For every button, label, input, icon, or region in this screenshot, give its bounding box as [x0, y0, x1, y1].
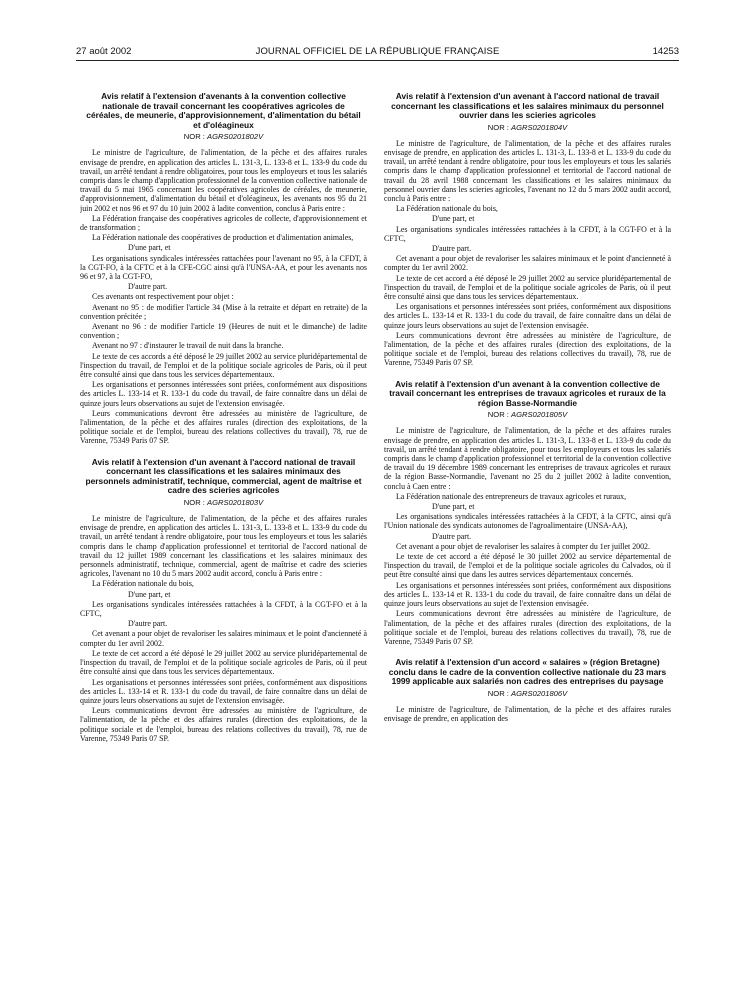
nor-label: NOR :	[183, 498, 205, 508]
notice-paragraph: Avenant no 96 : de modifier l'article 19 (Heures de nuit et le dimanche) de ladite convention ;	[80, 322, 367, 341]
notice-paragraph: Le ministre de l'agriculture, de l'alimentation, de la pêche et des affaires rurales envisage de prendre, en application des articles L. 131-3, L. 133-8 et L. 133-9 du code du travail, un arrêté tendant à rendre obligatoires, pour tous les employeurs et tous les salariés compris dans le champ d'application professionnel de la convention collective nationale de travail du 5 mai 1965 concernant les coopératives agricoles de céréales, de meunerie, d'approvisionnement, d'alimentation du bétail et d'oléagineux, les avenants nos 95 du 21 juin 2002 et nos 96 et 97 du 10 juin 2002 à ladite convention, conclus à Paris entre :	[80, 148, 367, 213]
notice-paragraph: Les organisations et personnes intéressées sont priées, conformément aux dispositions des articles L. 133-14 et R. 133-1 du code du travail, de faire connaître dans un délai de quinze jours leurs observations au sujet de l'extension envisagée.	[384, 302, 671, 330]
notice-paragraph: Avenant no 97 : d'instaurer le travail de nuit dans la branche.	[92, 341, 284, 351]
nor-code: AGRS0201802V	[207, 132, 264, 142]
notice-paragraph: Les organisations syndicales intéressées rattachées à la CFDT, à la CFTC, ainsi qu'à l'Union nationale des syndicats autonomes de l'agroalimentaire (UNSA-AA),	[384, 512, 671, 531]
notice-paragraph: D'autre part.	[128, 619, 168, 629]
notice-paragraph: D'autre part.	[432, 531, 472, 541]
notice-paragraph: Le texte de cet accord a été déposé le 30 juillet 2002 au service départemental de l'inspection du travail, de l'emploi et de la politique sociale agricoles du Calvados, où il peut être consulté ainsi que dans les autres services départementaux concernés.	[384, 552, 671, 580]
notice-paragraph: Les organisations syndicales intéressées rattachées pour l'avenant no 95, à la CFDT, à la CGT-FO, à la CFTC et à la CFE-CGC ainsi qu'à l'UNSA-AA, et pour les avenants nos 96 et 97, à la CGT-FO,	[80, 253, 367, 282]
notice-paragraph: Leurs communications devront être adressées au ministère de l'agriculture, de l'alimentation, de la pêche et des affaires rurales (direction des exploitations, de la politique sociale et de l'emploi, bureau des relations collectives du travail), 78, rue de Varenne, 75349 Paris 07 SP.	[80, 408, 367, 446]
notice-title: Avis relatif à l'extension d'un avenant à l'accord national de travail concernant les classifications et les salaires minimaux du personnel ouvrier dans les scieries agricoles	[391, 92, 664, 121]
notice-paragraph: D'autre part.	[432, 244, 472, 254]
page-number: 14253	[652, 46, 679, 57]
left-column	[80, 92, 367, 976]
notice-paragraph: Le texte de cet accord a été déposé le 29 juillet 2002 au service pluridépartemental de l'inspection du travail, de l'emploi et de la politique sociale agricoles de Paris, où il peut être consulté ainsi que dans tous les services départementaux.	[384, 273, 671, 302]
nor-label: NOR :	[487, 410, 509, 420]
notice-paragraph: Cet avenant a pour objet de revaloriser les salaires minimaux et le point d'ancienneté à compter du 1er avril 2002.	[80, 629, 367, 648]
notice-paragraph: Cet avenant a pour objet de revaloriser les salaires minimaux et le point d'ancienneté à compter du 1er avril 2002.	[384, 254, 671, 273]
notice-paragraph: D'une part, et	[128, 589, 171, 599]
notice-paragraph: Les organisations syndicales intéressées rattachées à la CFDT, à la CGT-FO et à la CFTC,	[80, 599, 367, 619]
notice-title: Avis relatif à l'extension d'avenants à la convention collective nationale de travail concernant les coopératives agricoles de céréales, de meunerie, d'approvisionnement, d'alimentation du bétail et d'oléagineux	[86, 92, 361, 130]
notice-paragraph: Le ministre de l'agriculture, de l'alimentation, de la pêche et des affaires rurales envisage de prendre, en application des articles L. 131-3, L. 133-8 et L. 133-9 du code du travail, un arrêté tendant à rendre obligatoire, pour tous les employeurs et tous les salariés compris dans le champ d'application professionnel et territorial de l'accord national de travail du 28 avril 1988 concernant les classifications et les salaires minimaux du personnel ouvrier dans les scieries agricoles, l'avenant no 12 du 5 mars 2002 audit accord, conclu à Paris entre :	[384, 138, 671, 203]
notice-paragraph: La Fédération nationale des coopératives de production et d'alimentation animales,	[92, 233, 354, 243]
nor-label: NOR :	[183, 132, 205, 142]
issue-date: 27 août 2002	[76, 46, 132, 57]
notice-paragraph: Ces avenants ont respectivement pour objet :	[92, 292, 234, 302]
notice-paragraph: D'une part, et	[432, 214, 475, 224]
notice-paragraph: D'autre part.	[128, 282, 168, 292]
page-header	[76, 46, 679, 61]
notice-paragraph: Le ministre de l'agriculture, de l'alimentation, de la pêche et des affaires rurales envisage de prendre, en application des articles L. 131-3, L. 133-8 et L. 133-9 du code du travail, un arrêté tendant à rendre obligatoire, pour tous les employeurs et tous les salariés compris dans le champ d'application professionnel et territorial de l'accord national de travail du 12 juillet 1989 concernant les classifications et les salaires minimaux des personnels administratif, technique, commercial, agent de maîtrise et cadre des scieries agricoles, l'avenant no 10 du 5 mars 2002 audit accord, conclu à Paris entre :	[80, 514, 367, 579]
nor-code: AGRS0201803V	[207, 498, 264, 508]
notice-paragraph: Leurs communications devront être adressées au ministère de l'agriculture, de l'alimentation, de la pêche et des affaires rurales (direction des exploitations, de la politique sociale et de l'emploi, bureau des relations collectives du travail), 78, rue de Varenne, 75349 Paris 07 SP.	[80, 706, 367, 743]
nor-code: AGRS0201805V	[511, 410, 568, 420]
notice-paragraph: La Fédération nationale du bois,	[92, 579, 194, 589]
nor-code: AGRS0201806V	[511, 688, 568, 698]
journal-title: JOURNAL OFFICIEL DE LA RÉPUBLIQUE FRANÇAISE	[255, 46, 500, 57]
nor-label: NOR :	[487, 122, 509, 132]
notice-paragraph: La Fédération nationale du bois,	[396, 204, 498, 214]
nor-code: AGRS0201804V	[511, 122, 568, 132]
notice-paragraph: Les organisations et personnes intéressées sont priées, conformément aux dispositions des articles L. 133-14 et R. 133-1 du code du travail, de faire connaître dans un délai de quinze jours leurs observations au sujet de l'extension envisagée.	[80, 380, 367, 408]
notice-paragraph: Le ministre de l'agriculture, de l'alimentation, de la pêche et des affaires rurales envisage de prendre, en application des	[384, 704, 671, 724]
nor-label: NOR :	[487, 688, 509, 698]
notice	[80, 458, 367, 743]
notice-paragraph: Leurs communications devront être adressées au ministère de l'agriculture, de l'alimentation, de la pêche et des affaires rurales (direction des exploitations, de la politique sociale et de l'emploi, bureau des relations collectives du travail), 78, rue de Varenne, 75349 Paris 07 SP.	[384, 330, 671, 368]
notice-paragraph: La Fédération française des coopératives agricoles de collecte, d'approvisionnement et de transformation ;	[80, 213, 367, 232]
notice-paragraph: D'une part, et	[432, 502, 475, 512]
notice-title: Avis relatif à l'extension d'un avenant à l'accord national de travail concernant les classifications et les salaires minimaux des personnels administratif, technique, commercial, agent de maîtrise et cadre des scieries agricoles	[85, 456, 362, 496]
notice-paragraph: Le texte de cet accord a été déposé le 29 juillet 2002 au service pluridépartemental de l'inspection du travail, de l'emploi et de la politique sociale agricoles de Paris, où il peut être consulté ainsi que dans tous les services départementaux.	[80, 648, 367, 677]
nor-reference	[384, 410, 671, 419]
nor-reference	[384, 689, 671, 698]
notice-title: Avis relatif à l'extension d'un accord « salaires » (région Bretagne) conclu dans le cadre de la convention collective nationale du 23 mars 1999 applicable aux salariés non cadres des entreprises du paysage	[388, 657, 667, 687]
notice-paragraph: Leurs communications devront être adressées au ministère de l'agriculture, de l'alimentation, de la pêche et des affaires rurales (direction des exploitations, de la politique sociale et de l'emploi, bureau des relations collectives du travail), 78, rue de Varenne, 75349 Paris 07 SP.	[384, 609, 671, 646]
notice	[384, 380, 671, 646]
notice-paragraph: Le texte de ces accords a été déposé le 29 juillet 2002 au service pluridépartemental de l'inspection du travail, de l'emploi et de la politique sociale agricoles de Paris, où il peut être consulté ainsi que dans tous les services départementaux.	[80, 351, 367, 380]
notice-title: Avis relatif à l'extension d'un avenant à la convention collective de travail concernant les entreprises de travaux agricoles et ruraux de la région Basse-Normandie	[389, 378, 666, 408]
notice-paragraph: Les organisations et personnes intéressées sont priées, conformément aux dispositions des articles L. 133-14 et R. 133-1 du code du travail, de faire connaître dans un délai de quinze jours leurs observations au sujet de l'extension envisagée.	[384, 580, 671, 609]
notice-paragraph: D'une part, et	[128, 243, 171, 253]
right-column	[384, 92, 671, 976]
notice-paragraph: Les organisations syndicales intéressées rattachées à la CFDT, à la CGT-FO et à la CFTC,	[384, 224, 671, 243]
nor-reference	[80, 132, 367, 141]
nor-reference	[384, 123, 671, 132]
notice	[80, 92, 367, 446]
notice-paragraph: Les organisations et personnes intéressées sont priées, conformément aux dispositions des articles L. 133-14 et R. 133-1 du code du travail, de faire connaître dans un délai de quinze jours leurs observations au sujet de l'extension envisagée.	[80, 677, 367, 705]
notice	[384, 92, 671, 368]
notice	[384, 658, 671, 723]
notice-paragraph: Cet avenant a pour objet de revaloriser les salaires à compter du 1er juillet 2002.	[396, 541, 650, 551]
notice-paragraph: Avenant no 95 : de modifier l'article 34 (Mise à la retraite et départ en retraite) de la convention précitée ;	[80, 302, 367, 321]
notice-paragraph: Le ministre de l'agriculture, de l'alimentation, de la pêche et des affaires rurales envisage de prendre, en application des articles L. 131-3, L. 133-8 et L. 133-9 du code du travail, un arrêté tendant à rendre obligatoire, pour tous les employeurs et tous les salariés compris dans le champ d'application professionnel et territorial de la convention collective de travail du 19 décembre 1989 concernant les entreprises de travaux agricoles et ruraux de la région Basse-Normandie, l'avenant no 25 du 2 juillet 2002 à ladite convention, conclu à Caen entre :	[384, 426, 671, 491]
nor-reference	[80, 498, 367, 507]
notice-paragraph: La Fédération nationale des entrepreneurs de travaux agricoles et ruraux,	[396, 491, 627, 501]
